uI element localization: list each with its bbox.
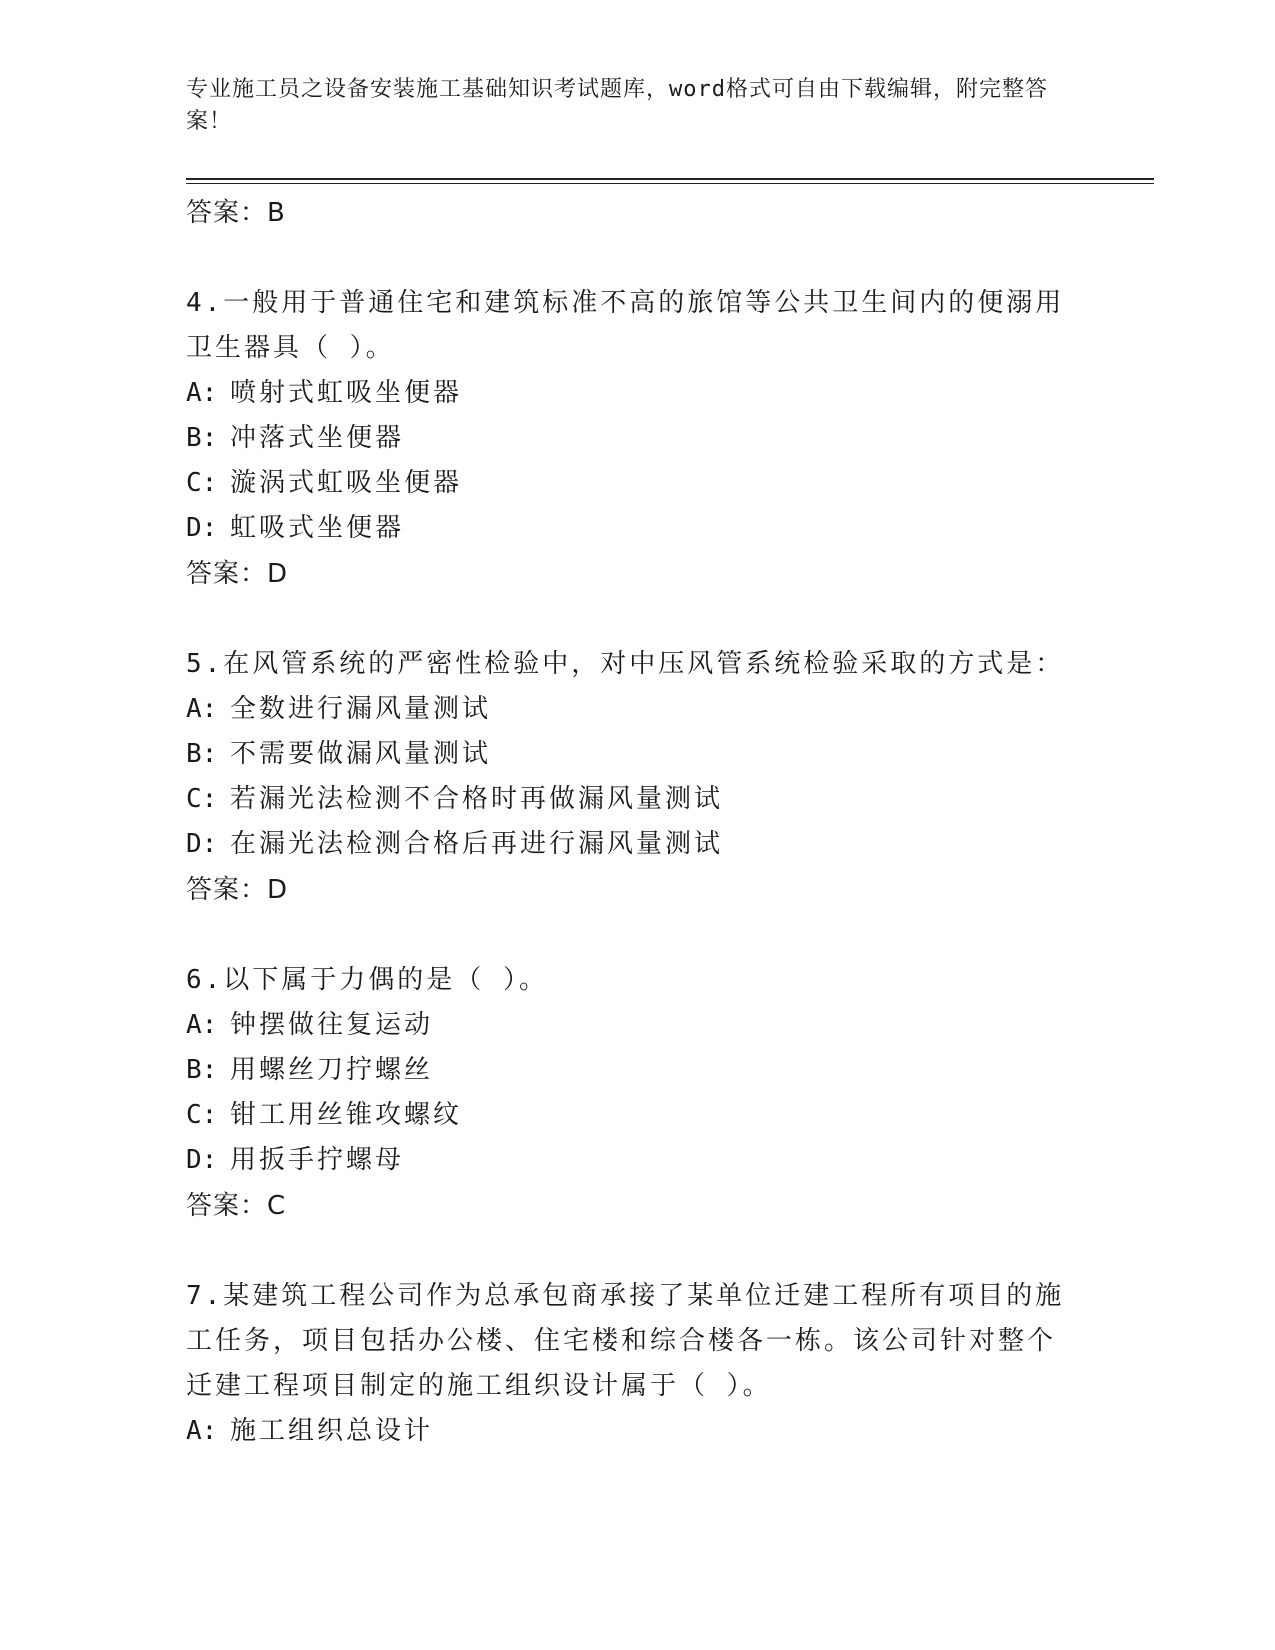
option-b xyxy=(186,732,1086,777)
question-stem: 7.某建筑工程公司作为总承包商承接了某单位迁建工程所有项目的施工任务，项目包括办公楼、住宅楼和综合楼各一栋。该公司针对整个迁建工程项目制定的施工组织设计属于（ ）。 xyxy=(186,1281,1065,1401)
answer-label: 答案：B xyxy=(186,198,286,228)
option-c xyxy=(186,461,1086,506)
question-4 xyxy=(186,281,1086,597)
option-text: 冲落式坐便器 xyxy=(230,423,405,453)
option-text: 用扳手拧螺母 xyxy=(230,1145,405,1175)
option-c xyxy=(186,1093,1086,1138)
option-key: D: xyxy=(186,829,218,859)
option-key: D: xyxy=(186,513,218,543)
option-text: 若漏光法检测不合格时再做漏风量测试 xyxy=(230,784,724,814)
question-5 xyxy=(186,642,1086,913)
option-a xyxy=(186,371,1086,416)
option-c xyxy=(186,777,1086,822)
option-text: 施工组织总设计 xyxy=(230,1416,434,1446)
option-key: A: xyxy=(186,1010,218,1040)
option-key: C: xyxy=(186,468,218,498)
option-key: A: xyxy=(186,1416,218,1446)
question-stem: 5.在风管系统的严密性检验中，对中压风管系统检验采取的方式是： xyxy=(186,649,1065,679)
option-key: C: xyxy=(186,784,218,814)
header-divider-thin xyxy=(186,183,1154,184)
question-6 xyxy=(186,958,1086,1229)
answer-label: 答案：C xyxy=(186,1191,287,1221)
option-text: 喷射式虹吸坐便器 xyxy=(230,378,463,408)
option-b xyxy=(186,416,1086,461)
option-text: 全数进行漏风量测试 xyxy=(230,694,492,724)
option-text: 用螺丝刀拧螺丝 xyxy=(230,1055,434,1085)
question-list xyxy=(186,190,1086,1454)
option-a xyxy=(186,1003,1086,1048)
option-text: 虹吸式坐便器 xyxy=(230,513,405,543)
option-text: 钟摆做往复运动 xyxy=(230,1010,434,1040)
option-a xyxy=(186,687,1086,732)
option-key: A: xyxy=(186,694,218,724)
question-stem: 6.以下属于力偶的是（ ）。 xyxy=(186,965,548,995)
option-key: B: xyxy=(186,423,218,453)
header-divider xyxy=(186,178,1154,180)
option-b xyxy=(186,1048,1086,1093)
option-key: C: xyxy=(186,1100,218,1130)
option-key: D: xyxy=(186,1145,218,1175)
option-text: 钳工用丝锥攻螺纹 xyxy=(230,1100,463,1130)
option-d xyxy=(186,822,1086,867)
answer-label: 答案：D xyxy=(186,875,289,905)
option-key: B: xyxy=(186,1055,218,1085)
option-key: B: xyxy=(186,739,218,769)
option-d xyxy=(186,1138,1086,1183)
option-a xyxy=(186,1409,1086,1454)
question-7 xyxy=(186,1274,1086,1454)
page-header: 专业施工员之设备安装施工基础知识考试题库，word格式可自由下载编辑，附完整答案！ xyxy=(186,77,1048,134)
option-text: 在漏光法检测合格后再进行漏风量测试 xyxy=(230,829,724,859)
answer-label: 答案：D xyxy=(186,559,289,589)
option-key: A: xyxy=(186,378,218,408)
option-text: 不需要做漏风量测试 xyxy=(230,739,492,769)
option-d xyxy=(186,506,1086,551)
option-text: 漩涡式虹吸坐便器 xyxy=(230,468,463,498)
question-stem: 4.一般用于普通住宅和建筑标准不高的旅馆等公共卫生间内的便溺用卫生器具（ ）。 xyxy=(186,288,1065,363)
